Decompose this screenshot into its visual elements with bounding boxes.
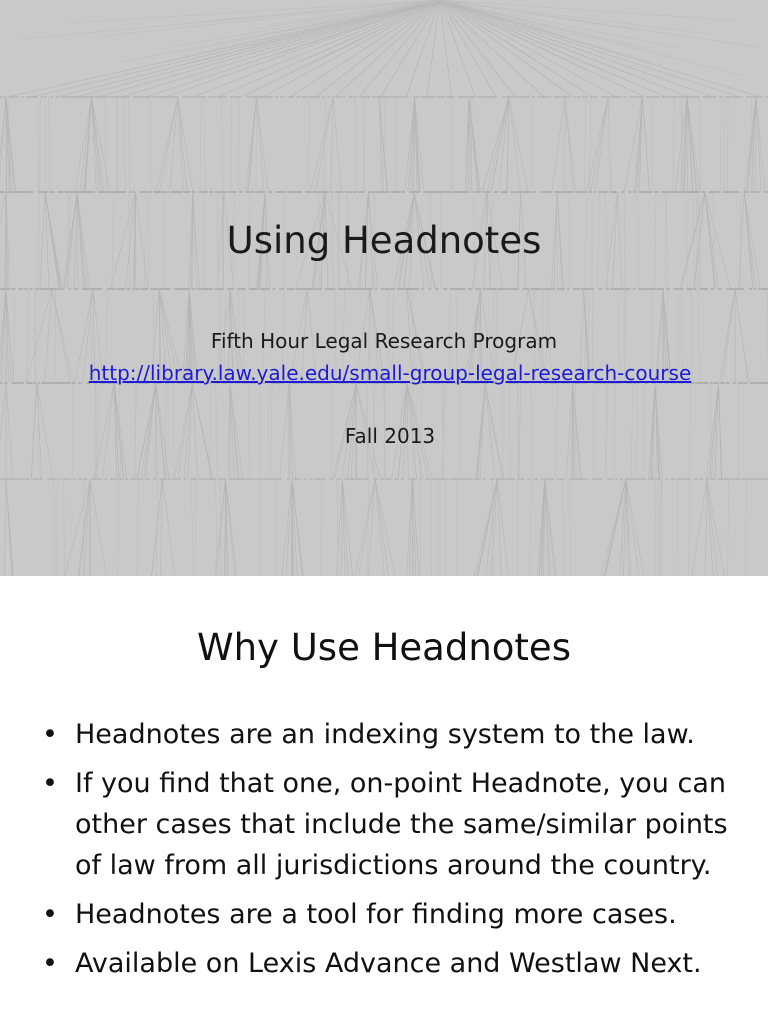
bullet-text: Headnotes are an indexing system to the law. [75, 719, 695, 750]
bullet-icon: • [42, 948, 58, 979]
bullet-item [40, 943, 740, 984]
bullet-item [40, 763, 740, 886]
content-slide [0, 576, 768, 1024]
bullet-icon: • [42, 719, 58, 750]
bullet-icon: • [42, 768, 58, 799]
bullet-item [40, 894, 740, 935]
bullet-list [40, 714, 740, 992]
slide-title: Using Headnotes [226, 219, 542, 262]
course-link-container [0, 358, 768, 388]
program-name: Fifth Hour Legal Research Program [210, 329, 558, 353]
bullet-text: Available on Lexis Advance and Westlaw Next. [75, 948, 702, 979]
course-link[interactable]: http://library.law.yale.edu/small-group-legal-research-course [88, 361, 692, 385]
slide-heading: Why Use Headnotes [197, 626, 571, 669]
bullet-text: If you find that one, on-point Headnote, you can other cases that include the same/similar points of law from all jurisdictions around the country. [75, 768, 728, 881]
bullet-icon: • [42, 899, 58, 930]
term-date: Fall 2013 [344, 424, 436, 448]
bullet-item [40, 714, 740, 755]
bullet-text: Headnotes are a tool for finding more cases. [75, 899, 677, 930]
